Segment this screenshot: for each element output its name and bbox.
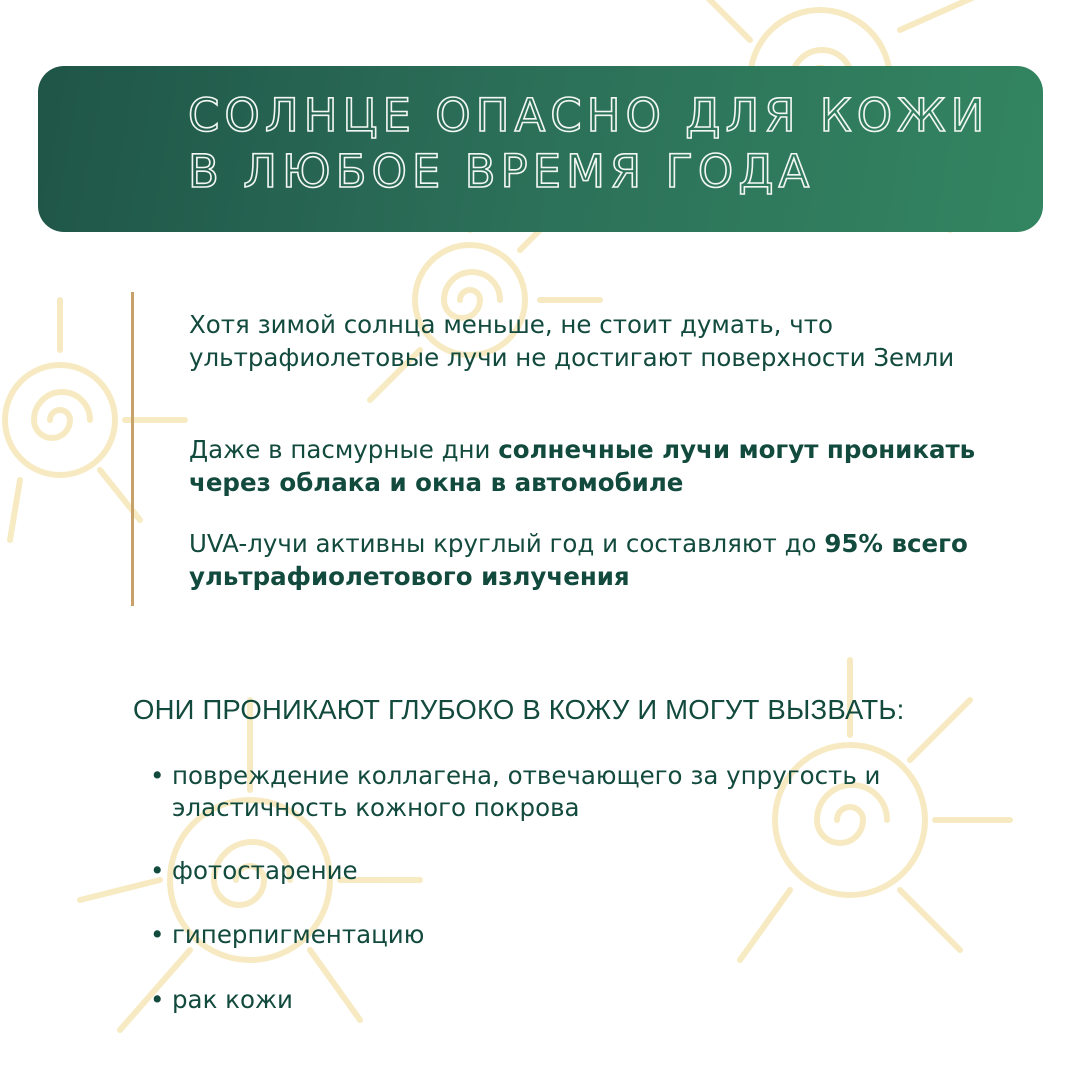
bullet-icon: • (150, 856, 165, 885)
page-title-line-2: В ЛЮБОЕ ВРЕМЯ ГОДА (188, 145, 815, 198)
header-banner (38, 66, 1043, 232)
list-item (150, 855, 1010, 887)
intro-paragraph-3-text: UVA-лучи активны круглый год и составляют до (189, 529, 825, 558)
list-item-text: повреждение коллагена, отвечающего за упругость и эластичность кожного покрова (172, 761, 881, 822)
intro-paragraph-2-text: Даже в пасмурные дни (189, 435, 499, 464)
effects-heading: ОНИ ПРОНИКАЮТ ГЛУБОКО В КОЖУ И МОГУТ ВЫЗВАТЬ: (133, 694, 905, 725)
intro-paragraph-3 (189, 527, 1019, 593)
bullet-icon: • (150, 920, 165, 949)
intro-paragraph-2 (189, 433, 1019, 499)
list-item-text: рак кожи (172, 985, 293, 1014)
bullet-icon: • (150, 761, 165, 790)
intro-paragraph-1 (189, 308, 1019, 374)
intro-paragraph-2-highlight: солнечные лучи могут проникать через облака и окна в автомобиле (189, 435, 976, 497)
intro-block (131, 292, 1014, 606)
intro-paragraph-1-text: Хотя зимой солнца меньше, не стоит думать, что ультрафиолетовые лучи не достигают поверхности Земли (189, 310, 955, 372)
intro-paragraph-3-highlight: 95% всего ультрафиолетового излучения (189, 529, 968, 591)
page-title-line-1: СОЛНЦЕ ОПАСНО ДЛЯ КОЖИ (188, 89, 990, 142)
list-item (150, 984, 1010, 1016)
list-item-text: гиперпигментацию (172, 920, 425, 949)
list-item (150, 919, 1010, 951)
page-title (188, 88, 989, 200)
list-item (150, 760, 1010, 824)
bullet-icon: • (150, 985, 165, 1014)
list-item-text: фотостарение (172, 856, 358, 885)
